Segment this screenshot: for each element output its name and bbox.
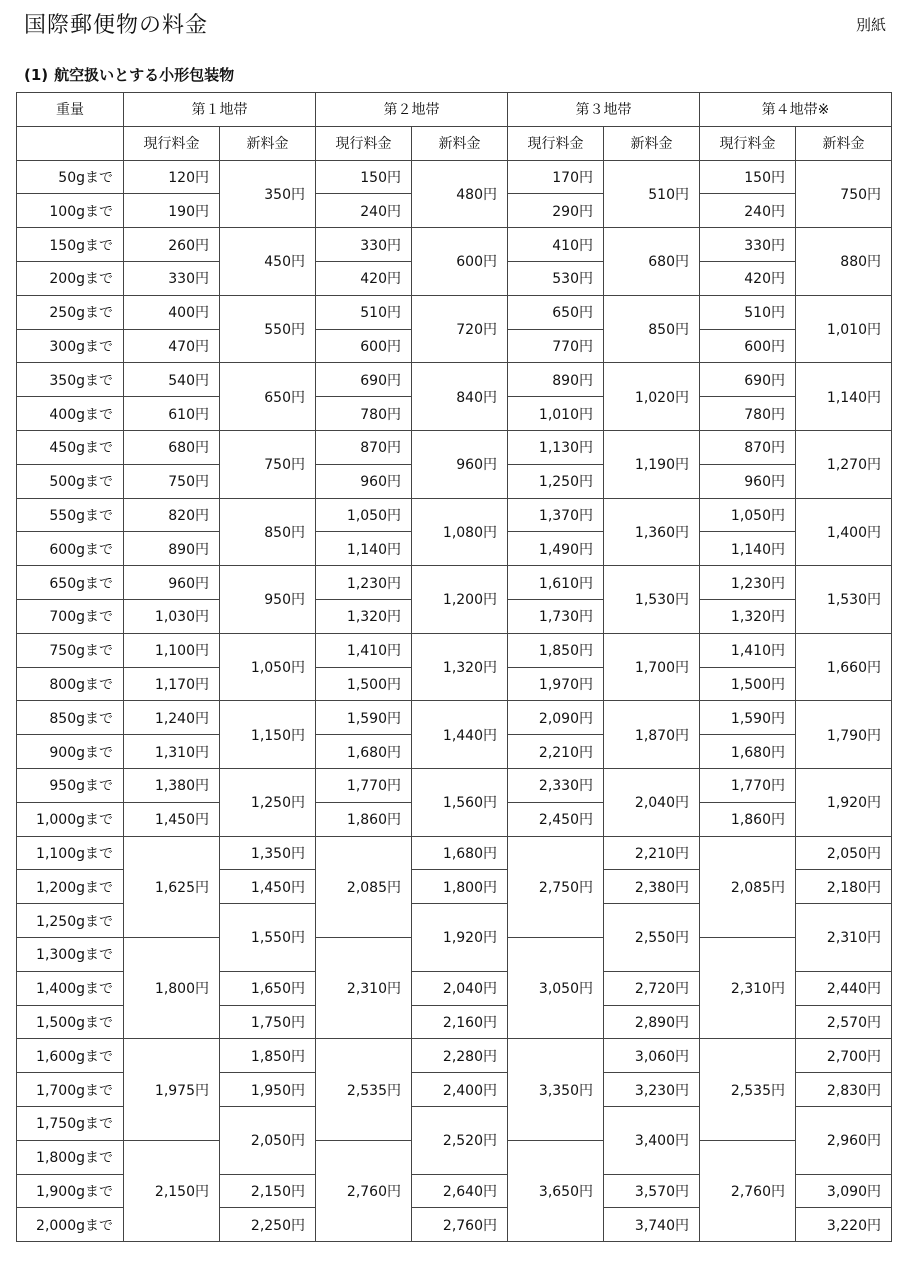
current-rate-cell: 1,100円: [124, 633, 220, 667]
section-heading: [24, 64, 234, 85]
current-rate-cell: 2,090円: [508, 701, 604, 735]
new-rate-cell: 1,450円: [220, 870, 316, 904]
new-rate-cell: 3,060円: [604, 1039, 700, 1073]
weight-cell: 850gまで: [17, 701, 124, 735]
zone-header: 第１地帯: [124, 93, 316, 127]
current-rate-cell: 1,140円: [316, 532, 412, 566]
current-rate-header: 現行料金: [316, 126, 412, 160]
current-rate-cell: 1,320円: [700, 599, 796, 633]
current-rate-cell: 3,350円: [508, 1039, 604, 1140]
current-rate-cell: 1,770円: [700, 768, 796, 802]
new-rate-cell: 2,050円: [220, 1106, 316, 1174]
new-rate-cell: 680円: [604, 228, 700, 296]
new-rate-cell: 1,660円: [796, 633, 892, 701]
new-rate-cell: 2,550円: [604, 904, 700, 972]
weight-cell: 150gまで: [17, 228, 124, 262]
new-rate-cell: 2,280円: [412, 1039, 508, 1073]
current-rate-cell: 960円: [316, 464, 412, 498]
weight-cell: 1,400gまで: [17, 971, 124, 1005]
new-rate-cell: 720円: [412, 295, 508, 363]
current-rate-cell: 1,050円: [316, 498, 412, 532]
current-rate-cell: 1,230円: [700, 566, 796, 600]
new-rate-cell: 650円: [220, 363, 316, 431]
current-rate-header: 現行料金: [124, 126, 220, 160]
new-rate-cell: 2,400円: [412, 1073, 508, 1107]
current-rate-cell: 690円: [316, 363, 412, 397]
new-rate-cell: 510円: [604, 160, 700, 228]
weight-cell: 1,700gまで: [17, 1073, 124, 1107]
current-rate-cell: 510円: [316, 295, 412, 329]
table-row: [17, 1039, 892, 1073]
current-rate-cell: 650円: [508, 295, 604, 329]
current-rate-cell: 870円: [316, 430, 412, 464]
new-rate-cell: 1,140円: [796, 363, 892, 431]
new-rate-cell: 1,530円: [796, 566, 892, 634]
current-rate-cell: 240円: [316, 194, 412, 228]
weight-cell: 950gまで: [17, 768, 124, 802]
new-rate-cell: 1,680円: [412, 836, 508, 870]
current-rate-cell: 330円: [124, 261, 220, 295]
weight-cell: 450gまで: [17, 430, 124, 464]
new-rate-cell: 3,400円: [604, 1106, 700, 1174]
new-rate-cell: 2,380円: [604, 870, 700, 904]
new-rate-cell: 1,700円: [604, 633, 700, 701]
new-rate-cell: 2,050円: [796, 836, 892, 870]
current-rate-cell: 3,650円: [508, 1140, 604, 1241]
current-rate-cell: 1,310円: [124, 735, 220, 769]
new-rate-cell: 750円: [220, 430, 316, 498]
current-rate-cell: 2,085円: [316, 836, 412, 937]
current-rate-cell: 2,760円: [700, 1140, 796, 1241]
current-rate-cell: 1,500円: [316, 667, 412, 701]
table-row: [17, 363, 892, 397]
current-rate-cell: 780円: [700, 397, 796, 431]
new-rate-cell: 1,870円: [604, 701, 700, 769]
current-rate-cell: 510円: [700, 295, 796, 329]
current-rate-cell: 1,230円: [316, 566, 412, 600]
current-rate-cell: 680円: [124, 430, 220, 464]
new-rate-header: 新料金: [412, 126, 508, 160]
current-rate-cell: 600円: [700, 329, 796, 363]
current-rate-cell: 1,010円: [508, 397, 604, 431]
new-rate-cell: 1,650円: [220, 971, 316, 1005]
new-rate-cell: 1,920円: [412, 904, 508, 972]
current-rate-cell: 400円: [124, 295, 220, 329]
zone-header: 第４地帯※: [700, 93, 892, 127]
table-row: [17, 566, 892, 600]
weight-cell: 1,250gまで: [17, 904, 124, 938]
weight-cell: 250gまで: [17, 295, 124, 329]
new-rate-cell: 550円: [220, 295, 316, 363]
weight-cell: 2,000gまで: [17, 1208, 124, 1242]
rate-table: [16, 92, 892, 1242]
new-rate-cell: 1,790円: [796, 701, 892, 769]
current-rate-cell: 2,085円: [700, 836, 796, 937]
weight-cell: 1,000gまで: [17, 802, 124, 836]
new-rate-cell: 750円: [796, 160, 892, 228]
new-rate-cell: 1,050円: [220, 633, 316, 701]
current-rate-cell: 1,050円: [700, 498, 796, 532]
new-rate-cell: 350円: [220, 160, 316, 228]
current-rate-cell: 1,625円: [124, 836, 220, 937]
current-rate-cell: 1,320円: [316, 599, 412, 633]
rate-type-header-row: [17, 126, 892, 160]
new-rate-cell: 1,150円: [220, 701, 316, 769]
weight-cell: 400gまで: [17, 397, 124, 431]
new-rate-cell: 1,950円: [220, 1073, 316, 1107]
new-rate-cell: 1,560円: [412, 768, 508, 836]
new-rate-cell: 3,570円: [604, 1174, 700, 1208]
current-rate-cell: 3,050円: [508, 937, 604, 1038]
current-rate-header: 現行料金: [700, 126, 796, 160]
current-rate-cell: 330円: [316, 228, 412, 262]
new-rate-header: 新料金: [796, 126, 892, 160]
new-rate-header: 新料金: [220, 126, 316, 160]
new-rate-cell: 1,350円: [220, 836, 316, 870]
new-rate-cell: 950円: [220, 566, 316, 634]
new-rate-cell: 960円: [412, 430, 508, 498]
new-rate-cell: 1,010円: [796, 295, 892, 363]
current-rate-cell: 2,535円: [700, 1039, 796, 1140]
weight-cell: 1,900gまで: [17, 1174, 124, 1208]
new-rate-cell: 2,720円: [604, 971, 700, 1005]
current-rate-cell: 1,680円: [700, 735, 796, 769]
current-rate-cell: 120円: [124, 160, 220, 194]
current-rate-cell: 1,410円: [700, 633, 796, 667]
new-rate-cell: 2,440円: [796, 971, 892, 1005]
new-rate-cell: 1,360円: [604, 498, 700, 566]
table-row: [17, 228, 892, 262]
current-rate-cell: 770円: [508, 329, 604, 363]
table-row: [17, 701, 892, 735]
weight-cell: 1,100gまで: [17, 836, 124, 870]
zone-header: 第２地帯: [316, 93, 508, 127]
new-rate-cell: 1,020円: [604, 363, 700, 431]
new-rate-cell: 2,160円: [412, 1005, 508, 1039]
current-rate-cell: 2,310円: [700, 937, 796, 1038]
zone-header: 第３地帯: [508, 93, 700, 127]
current-rate-cell: 1,860円: [700, 802, 796, 836]
current-rate-cell: 1,800円: [124, 937, 220, 1038]
table-row: [17, 498, 892, 532]
current-rate-cell: 1,590円: [700, 701, 796, 735]
section-title-text: 航空扱いとする小形包装物: [54, 66, 235, 84]
rate-table-body: [17, 160, 892, 1242]
new-rate-cell: 2,210円: [604, 836, 700, 870]
current-rate-cell: 1,610円: [508, 566, 604, 600]
current-rate-cell: 330円: [700, 228, 796, 262]
table-row: [17, 633, 892, 667]
current-rate-cell: 1,030円: [124, 599, 220, 633]
current-rate-cell: 750円: [124, 464, 220, 498]
new-rate-cell: 1,440円: [412, 701, 508, 769]
current-rate-cell: 690円: [700, 363, 796, 397]
weight-cell: 1,300gまで: [17, 937, 124, 971]
current-rate-cell: 780円: [316, 397, 412, 431]
new-rate-cell: 1,750円: [220, 1005, 316, 1039]
current-rate-cell: 240円: [700, 194, 796, 228]
current-rate-cell: 890円: [124, 532, 220, 566]
current-rate-cell: 1,370円: [508, 498, 604, 532]
current-rate-cell: 1,680円: [316, 735, 412, 769]
weight-cell: 300gまで: [17, 329, 124, 363]
current-rate-cell: 1,410円: [316, 633, 412, 667]
weight-cell: 700gまで: [17, 599, 124, 633]
new-rate-cell: 1,400円: [796, 498, 892, 566]
new-rate-cell: 1,200円: [412, 566, 508, 634]
current-rate-cell: 1,130円: [508, 430, 604, 464]
current-rate-cell: 2,310円: [316, 937, 412, 1038]
current-rate-cell: 890円: [508, 363, 604, 397]
new-rate-cell: 480円: [412, 160, 508, 228]
current-rate-cell: 540円: [124, 363, 220, 397]
new-rate-cell: 880円: [796, 228, 892, 296]
current-rate-cell: 420円: [700, 261, 796, 295]
new-rate-cell: 1,920円: [796, 768, 892, 836]
current-rate-cell: 1,140円: [700, 532, 796, 566]
attachment-label: 別紙: [855, 16, 886, 34]
new-rate-cell: 850円: [604, 295, 700, 363]
weight-cell: 1,800gまで: [17, 1140, 124, 1174]
zone-header-row: [17, 93, 892, 127]
new-rate-cell: 2,040円: [412, 971, 508, 1005]
current-rate-cell: 410円: [508, 228, 604, 262]
current-rate-cell: 610円: [124, 397, 220, 431]
new-rate-cell: 3,740円: [604, 1208, 700, 1242]
current-rate-cell: 1,975円: [124, 1039, 220, 1140]
weight-cell: 600gまで: [17, 532, 124, 566]
current-rate-cell: 1,590円: [316, 701, 412, 735]
new-rate-cell: 1,850円: [220, 1039, 316, 1073]
current-rate-cell: 150円: [700, 160, 796, 194]
current-rate-cell: 600円: [316, 329, 412, 363]
new-rate-header: 新料金: [604, 126, 700, 160]
new-rate-cell: 3,220円: [796, 1208, 892, 1242]
table-row: [17, 430, 892, 464]
current-rate-cell: 420円: [316, 261, 412, 295]
new-rate-cell: 2,570円: [796, 1005, 892, 1039]
empty-header-cell: [17, 126, 124, 160]
weight-cell: 350gまで: [17, 363, 124, 397]
new-rate-cell: 2,760円: [412, 1208, 508, 1242]
current-rate-cell: 1,770円: [316, 768, 412, 802]
new-rate-cell: 2,830円: [796, 1073, 892, 1107]
current-rate-cell: 820円: [124, 498, 220, 532]
current-rate-cell: 1,490円: [508, 532, 604, 566]
current-rate-cell: 1,240円: [124, 701, 220, 735]
new-rate-cell: 1,270円: [796, 430, 892, 498]
page-title: 国際郵便物の料金: [24, 13, 209, 38]
current-rate-cell: 960円: [124, 566, 220, 600]
current-rate-cell: 530円: [508, 261, 604, 295]
weight-cell: 1,200gまで: [17, 870, 124, 904]
new-rate-cell: 2,960円: [796, 1106, 892, 1174]
current-rate-cell: 1,500円: [700, 667, 796, 701]
new-rate-cell: 2,250円: [220, 1208, 316, 1242]
new-rate-cell: 2,150円: [220, 1174, 316, 1208]
current-rate-cell: 2,535円: [316, 1039, 412, 1140]
current-rate-cell: 2,760円: [316, 1140, 412, 1241]
current-rate-cell: 150円: [316, 160, 412, 194]
weight-cell: 100gまで: [17, 194, 124, 228]
new-rate-cell: 1,320円: [412, 633, 508, 701]
weight-cell: 1,750gまで: [17, 1106, 124, 1140]
new-rate-cell: 850円: [220, 498, 316, 566]
weight-cell: 50gまで: [17, 160, 124, 194]
current-rate-cell: 2,210円: [508, 735, 604, 769]
table-row: [17, 836, 892, 870]
current-rate-cell: 260円: [124, 228, 220, 262]
new-rate-cell: 2,700円: [796, 1039, 892, 1073]
weight-header: 重量: [17, 93, 124, 127]
current-rate-cell: 1,860円: [316, 802, 412, 836]
new-rate-cell: 2,890円: [604, 1005, 700, 1039]
new-rate-cell: 450円: [220, 228, 316, 296]
new-rate-cell: 2,040円: [604, 768, 700, 836]
current-rate-cell: 1,250円: [508, 464, 604, 498]
current-rate-cell: 2,150円: [124, 1140, 220, 1241]
new-rate-cell: 2,520円: [412, 1106, 508, 1174]
weight-cell: 1,500gまで: [17, 1005, 124, 1039]
new-rate-cell: 1,530円: [604, 566, 700, 634]
current-rate-cell: 2,450円: [508, 802, 604, 836]
weight-cell: 550gまで: [17, 498, 124, 532]
current-rate-cell: 1,380円: [124, 768, 220, 802]
new-rate-cell: 1,800円: [412, 870, 508, 904]
new-rate-cell: 3,230円: [604, 1073, 700, 1107]
new-rate-cell: 600円: [412, 228, 508, 296]
current-rate-cell: 1,970円: [508, 667, 604, 701]
new-rate-cell: 3,090円: [796, 1174, 892, 1208]
weight-cell: 900gまで: [17, 735, 124, 769]
table-row: [17, 295, 892, 329]
weight-cell: 650gまで: [17, 566, 124, 600]
new-rate-cell: 2,180円: [796, 870, 892, 904]
new-rate-cell: 1,080円: [412, 498, 508, 566]
current-rate-cell: 1,850円: [508, 633, 604, 667]
weight-cell: 1,600gまで: [17, 1039, 124, 1073]
weight-cell: 500gまで: [17, 464, 124, 498]
current-rate-cell: 870円: [700, 430, 796, 464]
section-number: (1): [24, 66, 49, 84]
current-rate-cell: 1,730円: [508, 599, 604, 633]
current-rate-cell: 2,750円: [508, 836, 604, 937]
new-rate-cell: 1,190円: [604, 430, 700, 498]
current-rate-cell: 960円: [700, 464, 796, 498]
table-row: [17, 768, 892, 802]
new-rate-cell: 2,640円: [412, 1174, 508, 1208]
new-rate-cell: 2,310円: [796, 904, 892, 972]
current-rate-cell: 1,450円: [124, 802, 220, 836]
current-rate-header: 現行料金: [508, 126, 604, 160]
new-rate-cell: 1,250円: [220, 768, 316, 836]
current-rate-cell: 470円: [124, 329, 220, 363]
current-rate-cell: 290円: [508, 194, 604, 228]
current-rate-cell: 190円: [124, 194, 220, 228]
new-rate-cell: 840円: [412, 363, 508, 431]
new-rate-cell: 1,550円: [220, 904, 316, 972]
current-rate-cell: 170円: [508, 160, 604, 194]
weight-cell: 200gまで: [17, 261, 124, 295]
current-rate-cell: 2,330円: [508, 768, 604, 802]
table-row: [17, 160, 892, 194]
current-rate-cell: 1,170円: [124, 667, 220, 701]
weight-cell: 800gまで: [17, 667, 124, 701]
weight-cell: 750gまで: [17, 633, 124, 667]
